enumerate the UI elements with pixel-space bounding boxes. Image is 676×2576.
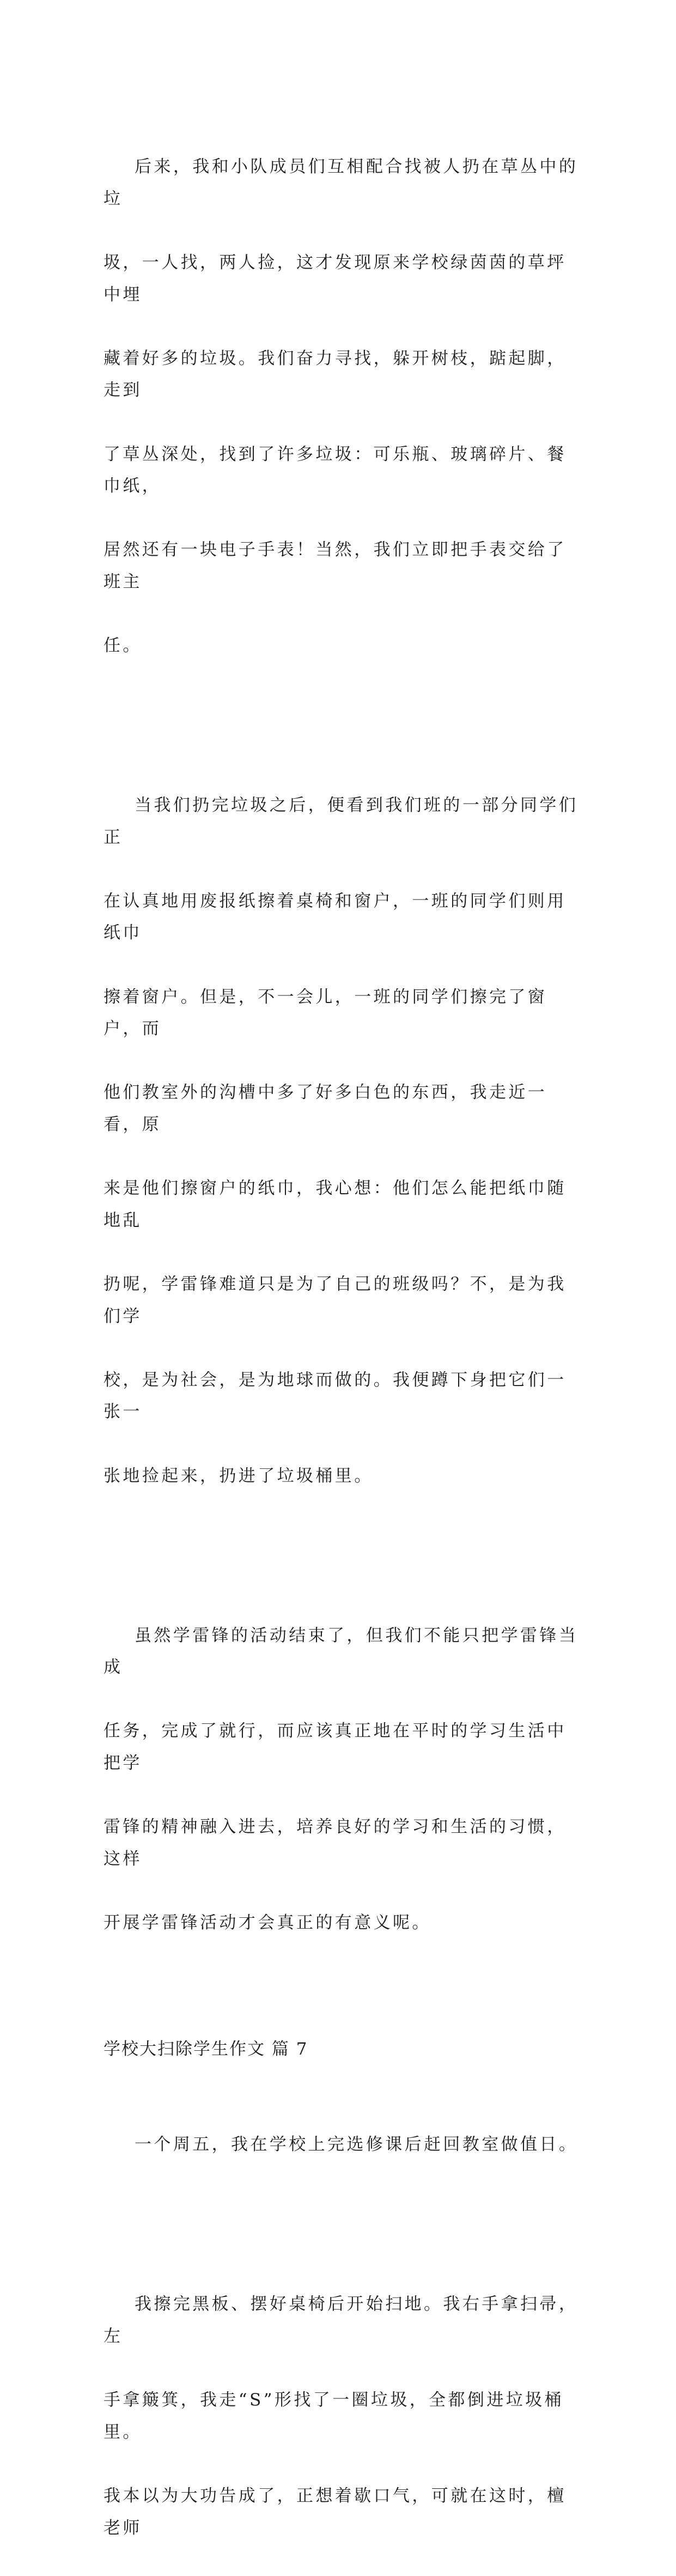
text-line: 任。 [103, 636, 142, 656]
text-line: 圾，一人找，两人捡，这才发现原来学校绿茵茵的草坪中埋 [103, 252, 567, 305]
text-line: 来是他们擦窗户的纸巾，我心想：他们怎么能把纸巾随地乱 [103, 1178, 567, 1230]
text-line: 一个周五，我在学校上完选修课后赶回教室做值日。 [103, 2135, 578, 2155]
text-line: 我擦完黑板、摆好桌椅后开始扫地。我右手拿扫帚，左 [103, 2294, 578, 2346]
text-line: 任务，完成了就行，而应该真正地在平时的学习生活中把学 [103, 1721, 567, 1773]
text-line: 他们教室外的沟槽中多了好多白色的东西，我走近一看，原 [103, 1083, 547, 1134]
text-line: 后来，我和小队成员们互相配合找被人扔在草丛中的垃 [103, 157, 578, 209]
paragraph-3 [103, 1556, 583, 2002]
section-heading: 学校大扫除学生作文 篇 7 [103, 2039, 308, 2059]
text-line: 藏着好多的垃圾。我们奋力寻找，躲开树枝，踮起脚，走到 [103, 348, 567, 400]
text-line: 擦着窗户。但是，不一会儿，一班的同学们擦完了窗户，而 [103, 987, 547, 1039]
text-line: 虽然学雷锋的活动结束了，但我们不能只把学雷锋当成 [103, 1625, 578, 1678]
text-line: 当我们扔完垃圾之后，便看到我们班的一部分同学们正 [103, 795, 578, 847]
paragraph-1 [103, 87, 583, 726]
document-body [103, 87, 583, 2576]
text-line: 校，是为社会，是为地球而做的。我便蹲下身把它们一张一 [103, 1370, 567, 1422]
paragraph-5 [103, 2225, 583, 2576]
text-line: 在认真地用废报纸擦着桌椅和窗户，一班的同学们则用纸巾 [103, 891, 567, 943]
text-line: 雷锋的精神融入进去，培养良好的学习和生活的习惯，这样 [103, 1817, 567, 1869]
section-spacer [103, 2003, 583, 2033]
paragraph-2 [103, 726, 583, 1556]
paragraph-4 [103, 2065, 583, 2225]
text-line: 居然还有一块电子手表！当然，我们立即把手表交给了班主 [103, 540, 567, 592]
text-line: 手拿簸箕，我走“S”形找了一圈垃圾，全都倒进垃圾桶里。 [103, 2390, 564, 2442]
text-line: 扔呢，学雷锋难道只是为了自己的班级吗？不，是为我们学 [103, 1274, 567, 1326]
text-line: 张地捡起来，扔进了垃圾桶里。 [103, 1466, 374, 1486]
text-line: 了草丛深处，找到了许多垃圾：可乐瓶、玻璃碎片、餐巾纸， [103, 444, 567, 496]
text-line: 我本以为大功告成了，正想着歇口气，可就在这时，檀老师 [103, 2486, 567, 2538]
text-line: 开展学雷锋活动才会真正的有意义呢。 [103, 1912, 431, 1933]
